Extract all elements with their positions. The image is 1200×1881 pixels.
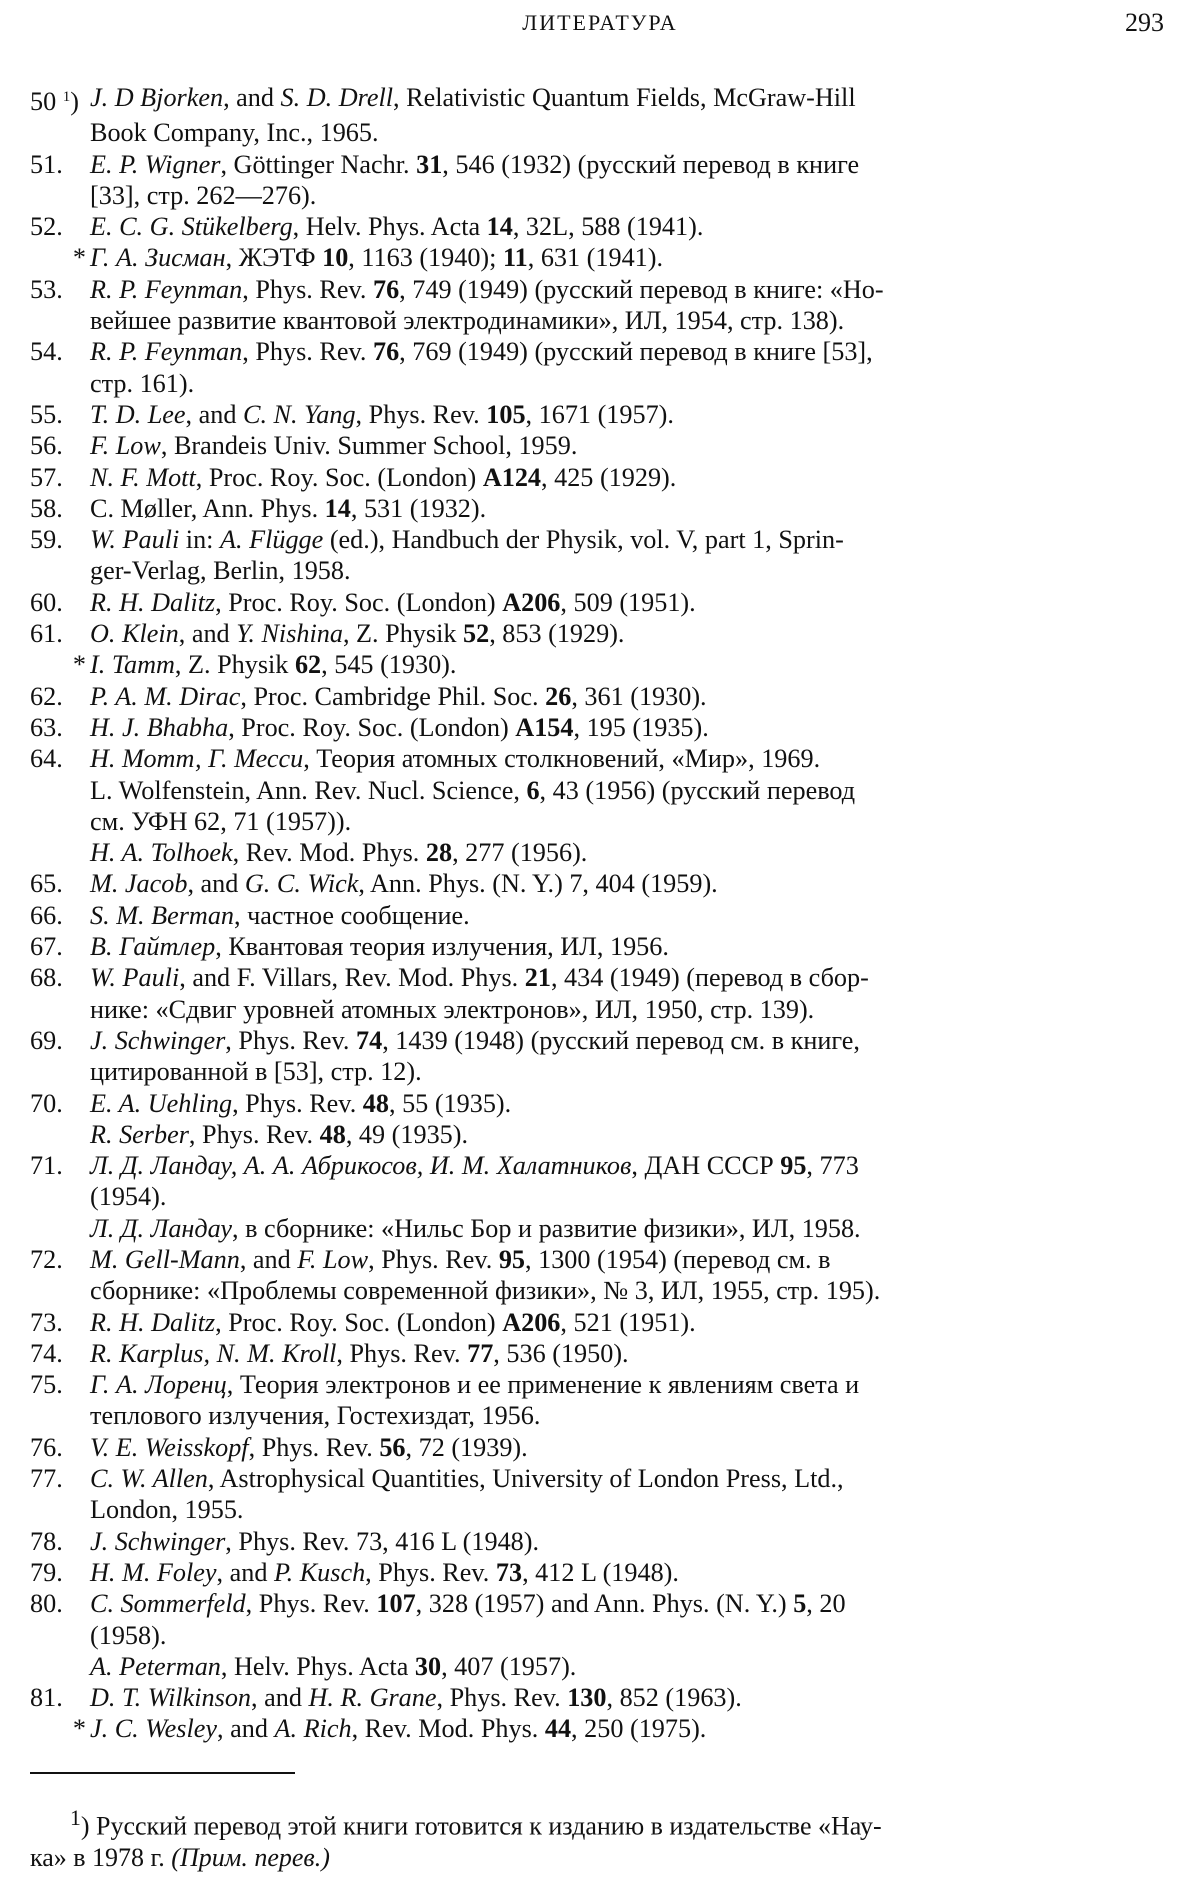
reference-line xyxy=(30,211,1170,242)
reference-text: Г. А. Зисман, ЖЭТФ 10, 1163 (1940); 11, 631 (1941). xyxy=(90,243,664,273)
reference-text: H. J. Bhabha, Proc. Roy. Soc. (London) A154, 195 (1935). xyxy=(90,712,709,742)
reference-number: 65. xyxy=(30,869,63,899)
reference-continuation: стр. 161). xyxy=(90,368,195,398)
reference-line xyxy=(30,524,1170,555)
reference-continuation: R. Serber, Phys. Rev. 48, 49 (1935). xyxy=(90,1119,469,1149)
reference-number: 55. xyxy=(30,399,63,429)
reference-line xyxy=(30,1307,1170,1338)
reference-text: J. C. Wesley, and A. Rich, Rev. Mod. Phys. 44, 250 (1975). xyxy=(90,1714,707,1744)
reference-entry xyxy=(30,1150,1170,1244)
reference-number: 62. xyxy=(30,681,63,711)
reference-entry xyxy=(30,1025,1170,1088)
reference-entry xyxy=(30,1307,1170,1338)
reference-entry xyxy=(30,1463,1170,1526)
reference-entry xyxy=(30,1682,1170,1745)
reference-line-starred xyxy=(30,242,1170,273)
reference-continuation: A. Peterman, Helv. Phys. Acta 30, 407 (1957). xyxy=(90,1651,577,1681)
reference-line-starred xyxy=(30,649,1170,680)
reference-line xyxy=(30,493,1170,524)
reference-text: Л. Д. Ландау, А. А. Абрикосов, И. М. Халатников, ДАН СССР 95, 773 xyxy=(90,1151,859,1181)
reference-line xyxy=(30,1432,1170,1463)
reference-continuation: см. УФН 62, 71 (1957)). xyxy=(90,806,352,836)
reference-number: 64. xyxy=(30,744,63,774)
reference-number: 80. xyxy=(30,1589,63,1619)
reference-line xyxy=(30,1588,1170,1619)
reference-line xyxy=(30,743,1170,774)
reference-number: 54. xyxy=(30,337,63,367)
reference-line xyxy=(30,1088,1170,1119)
reference-text: I. Tamm, Z. Physik 62, 545 (1930). xyxy=(90,650,457,680)
reference-text: W. Pauli, and F. Villars, Rev. Mod. Phys. 21, 434 (1949) (перевод в сбор- xyxy=(90,963,869,993)
reference-text: J. D Bjorken, and S. D. Drell, Relativistic Quantum Fields, McGraw-Hill xyxy=(90,83,856,112)
reference-line xyxy=(30,1244,1170,1275)
reference-entry xyxy=(30,82,1170,149)
reference-line xyxy=(30,1025,1170,1056)
reference-continuation: вейшее развитие квантовой электродинамики», ИЛ, 1954, стр. 138). xyxy=(90,306,845,336)
reference-line xyxy=(30,336,1170,367)
reference-text: J. Schwinger, Phys. Rev. 73, 416 L (1948). xyxy=(90,1526,540,1556)
reference-entry xyxy=(30,1432,1170,1463)
reference-entry xyxy=(30,962,1170,1025)
reference-entry xyxy=(30,462,1170,493)
page-number: 293 xyxy=(1125,8,1164,37)
reference-text: В. Гайтлер, Квантовая теория излучения, ИЛ, 1956. xyxy=(90,932,669,962)
reference-line xyxy=(30,399,1170,430)
reference-line xyxy=(30,1557,1170,1588)
reference-number: 79. xyxy=(30,1557,63,1587)
reference-number: 81. xyxy=(30,1683,63,1713)
reference-number: 56. xyxy=(30,431,63,461)
reference-list xyxy=(30,82,1170,1745)
reference-entry xyxy=(30,1369,1170,1432)
reference-text: N. F. Mott, Proc. Roy. Soc. (London) A124, 425 (1929). xyxy=(90,462,677,492)
reference-line xyxy=(30,1463,1170,1494)
reference-line xyxy=(30,149,1170,180)
reference-line xyxy=(30,962,1170,993)
reference-text: R. H. Dalitz, Proc. Roy. Soc. (London) A206, 521 (1951). xyxy=(90,1307,696,1337)
reference-continuation: H. A. Tolhoek, Rev. Mod. Phys. 28, 277 (1956). xyxy=(90,838,588,868)
reference-text: M. Jacob, and G. C. Wick, Ann. Phys. (N. Y.) 7, 404 (1959). xyxy=(90,869,718,899)
reference-continuation: London, 1955. xyxy=(90,1495,244,1525)
reference-number: 58. xyxy=(30,493,63,523)
reference-line xyxy=(30,1526,1170,1557)
reference-line xyxy=(30,1338,1170,1369)
reference-text: E. P. Wigner, Göttinger Nachr. 31, 546 (1932) (русский перевод в книге xyxy=(90,149,860,179)
reference-number: 74. xyxy=(30,1338,63,1368)
reference-continuation: теплового излучения, Гостехиздат, 1956. xyxy=(90,1401,541,1431)
reference-continuation: цитированной в [53], стр. 12). xyxy=(90,1057,422,1087)
reference-entry xyxy=(30,868,1170,899)
reference-entry xyxy=(30,618,1170,681)
reference-number: 71. xyxy=(30,1151,63,1181)
reference-text: S. M. Berman, частное сообщение. xyxy=(90,900,470,930)
reference-text: C. W. Allen, Astrophysical Quantities, University of London Press, Ltd., xyxy=(90,1464,844,1494)
reference-text: J. Schwinger, Phys. Rev. 74, 1439 (1948) (русский перевод см. в книге, xyxy=(90,1025,860,1055)
reference-number: 52. xyxy=(30,212,63,242)
reference-text: F. Low, Brandeis Univ. Summer School, 1959. xyxy=(90,431,578,461)
reference-line xyxy=(30,868,1170,899)
reference-text: H. M. Foley, and P. Kusch, Phys. Rev. 73, 412 L (1948). xyxy=(90,1557,679,1587)
reference-line xyxy=(30,681,1170,712)
asterisk-marker: * xyxy=(72,243,86,273)
reference-text: D. T. Wilkinson, and H. R. Grane, Phys. Rev. 130, 852 (1963). xyxy=(90,1683,742,1713)
reference-line xyxy=(30,587,1170,618)
footnote-line: ка» в 1978 г. (Прим. перев.) xyxy=(30,1842,330,1872)
reference-entry xyxy=(30,1557,1170,1588)
reference-line xyxy=(30,1150,1170,1181)
reference-text: Г. А. Лоренц, Теория электронов и ее применение к явлениям света и xyxy=(90,1370,860,1400)
reference-entry xyxy=(30,1588,1170,1682)
reference-number: 51. xyxy=(30,149,63,179)
reference-continuation: Book Company, Inc., 1965. xyxy=(90,118,379,148)
reference-number: 67. xyxy=(30,932,63,962)
reference-entry xyxy=(30,399,1170,430)
reference-text: E. A. Uehling, Phys. Rev. 48, 55 (1935). xyxy=(90,1088,512,1118)
reference-number: 66. xyxy=(30,900,63,930)
reference-entry xyxy=(30,743,1170,868)
footnote-divider xyxy=(30,1772,295,1774)
reference-number: 69. xyxy=(30,1025,63,1055)
reference-continuation: L. Wolfenstein, Ann. Rev. Nucl. Science, 6, 43 (1956) (русский перевод xyxy=(90,775,856,805)
reference-continuation: сборнике: «Проблемы современной физики», № 3, ИЛ, 1955, стр. 195). xyxy=(90,1276,881,1306)
reference-entry xyxy=(30,524,1170,587)
footnote xyxy=(30,1803,1170,1873)
reference-number: 68. xyxy=(30,963,63,993)
reference-entry xyxy=(30,1338,1170,1369)
reference-line xyxy=(30,1682,1170,1713)
reference-entry xyxy=(30,681,1170,712)
running-title: ЛИТЕРАТУРА xyxy=(522,10,678,35)
reference-entry xyxy=(30,587,1170,618)
reference-continuation: ger-Verlag, Berlin, 1958. xyxy=(90,556,351,586)
reference-line xyxy=(30,931,1170,962)
reference-entry xyxy=(30,211,1170,274)
reference-text: W. Pauli in: A. Flügge (ed.), Handbuch der Physik, vol. V, part 1, Sprin- xyxy=(90,525,844,555)
reference-number: 70. xyxy=(30,1088,63,1118)
reference-number: 61. xyxy=(30,619,63,649)
reference-number: 53. xyxy=(30,274,63,304)
reference-text: V. E. Weisskopf, Phys. Rev. 56, 72 (1939). xyxy=(90,1432,528,1462)
reference-entry xyxy=(30,149,1170,212)
reference-line xyxy=(30,900,1170,931)
asterisk-marker: * xyxy=(72,650,86,680)
reference-text: T. D. Lee, and C. N. Yang, Phys. Rev. 105, 1671 (1957). xyxy=(90,399,674,429)
reference-text: E. C. G. Stükelberg, Helv. Phys. Acta 14, 32L, 588 (1941). xyxy=(90,212,704,242)
reference-number: 73. xyxy=(30,1307,63,1337)
reference-number: 75. xyxy=(30,1370,63,1400)
asterisk-marker: * xyxy=(72,1714,86,1744)
reference-text: R. H. Dalitz, Proc. Roy. Soc. (London) A206, 509 (1951). xyxy=(90,587,696,617)
reference-entry xyxy=(30,900,1170,931)
reference-text: R. P. Feynman, Phys. Rev. 76, 749 (1949) (русский перевод в книге: «Но- xyxy=(90,274,884,304)
reference-continuation: нике: «Сдвиг уровней атомных электронов», ИЛ, 1950, стр. 139). xyxy=(90,994,815,1024)
reference-text: O. Klein, and Y. Nishina, Z. Physik 52, 853 (1929). xyxy=(90,619,625,649)
reference-entry xyxy=(30,1526,1170,1557)
reference-line xyxy=(30,82,1170,117)
reference-entry xyxy=(30,430,1170,461)
reference-line xyxy=(30,274,1170,305)
reference-text: M. Gell-Mann, and F. Low, Phys. Rev. 95, 1300 (1954) (перевод см. в xyxy=(90,1244,831,1274)
reference-number: 60. xyxy=(30,587,63,617)
reference-entry xyxy=(30,1088,1170,1151)
reference-entry xyxy=(30,712,1170,743)
reference-number: 57. xyxy=(30,462,63,492)
reference-entry xyxy=(30,336,1170,399)
reference-text: C. Møller, Ann. Phys. 14, 531 (1932). xyxy=(90,493,487,523)
reference-text: P. A. M. Dirac, Proc. Cambridge Phil. Soc. 26, 361 (1930). xyxy=(90,681,707,711)
reference-number: 77. xyxy=(30,1464,63,1494)
reference-number: 72. xyxy=(30,1244,63,1274)
reference-entry xyxy=(30,274,1170,337)
footnote-line: $^1$) Русский перевод этой книги готовится к изданию в издательстве «Нау- xyxy=(70,1806,882,1841)
reference-line xyxy=(30,712,1170,743)
reference-line xyxy=(30,462,1170,493)
reference-line xyxy=(30,618,1170,649)
reference-text: C. Sommerfeld, Phys. Rev. 107, 328 (1957) and Ann. Phys. (N. Y.) 5, 20 xyxy=(90,1589,846,1619)
page-header xyxy=(0,6,1200,42)
reference-entry xyxy=(30,493,1170,524)
reference-number: 76. xyxy=(30,1432,63,1462)
reference-continuation: (1958). xyxy=(90,1620,167,1650)
reference-continuation: (1954). xyxy=(90,1182,167,1212)
reference-number: 59. xyxy=(30,525,63,555)
reference-number: 78. xyxy=(30,1526,63,1556)
reference-line xyxy=(30,430,1170,461)
reference-number: 50 $^1$) xyxy=(30,87,79,116)
reference-number: 63. xyxy=(30,712,63,742)
reference-entry xyxy=(30,1244,1170,1307)
reference-entry xyxy=(30,931,1170,962)
reference-text: R. Karplus, N. M. Kroll, Phys. Rev. 77, 536 (1950). xyxy=(90,1338,629,1368)
reference-text: R. P. Feynman, Phys. Rev. 76, 769 (1949) (русский перевод в книге [53], xyxy=(90,337,873,367)
reference-text: Н. Мотт, Г. Месси, Теория атомных столкновений, «Мир», 1969. xyxy=(90,744,821,774)
reference-line-starred xyxy=(30,1713,1170,1744)
reference-line xyxy=(30,1369,1170,1400)
reference-continuation: Л. Д. Ландау, в сборнике: «Нильс Бор и развитие физики», ИЛ, 1958. xyxy=(90,1213,861,1243)
reference-continuation: [33], стр. 262—276). xyxy=(90,180,317,210)
